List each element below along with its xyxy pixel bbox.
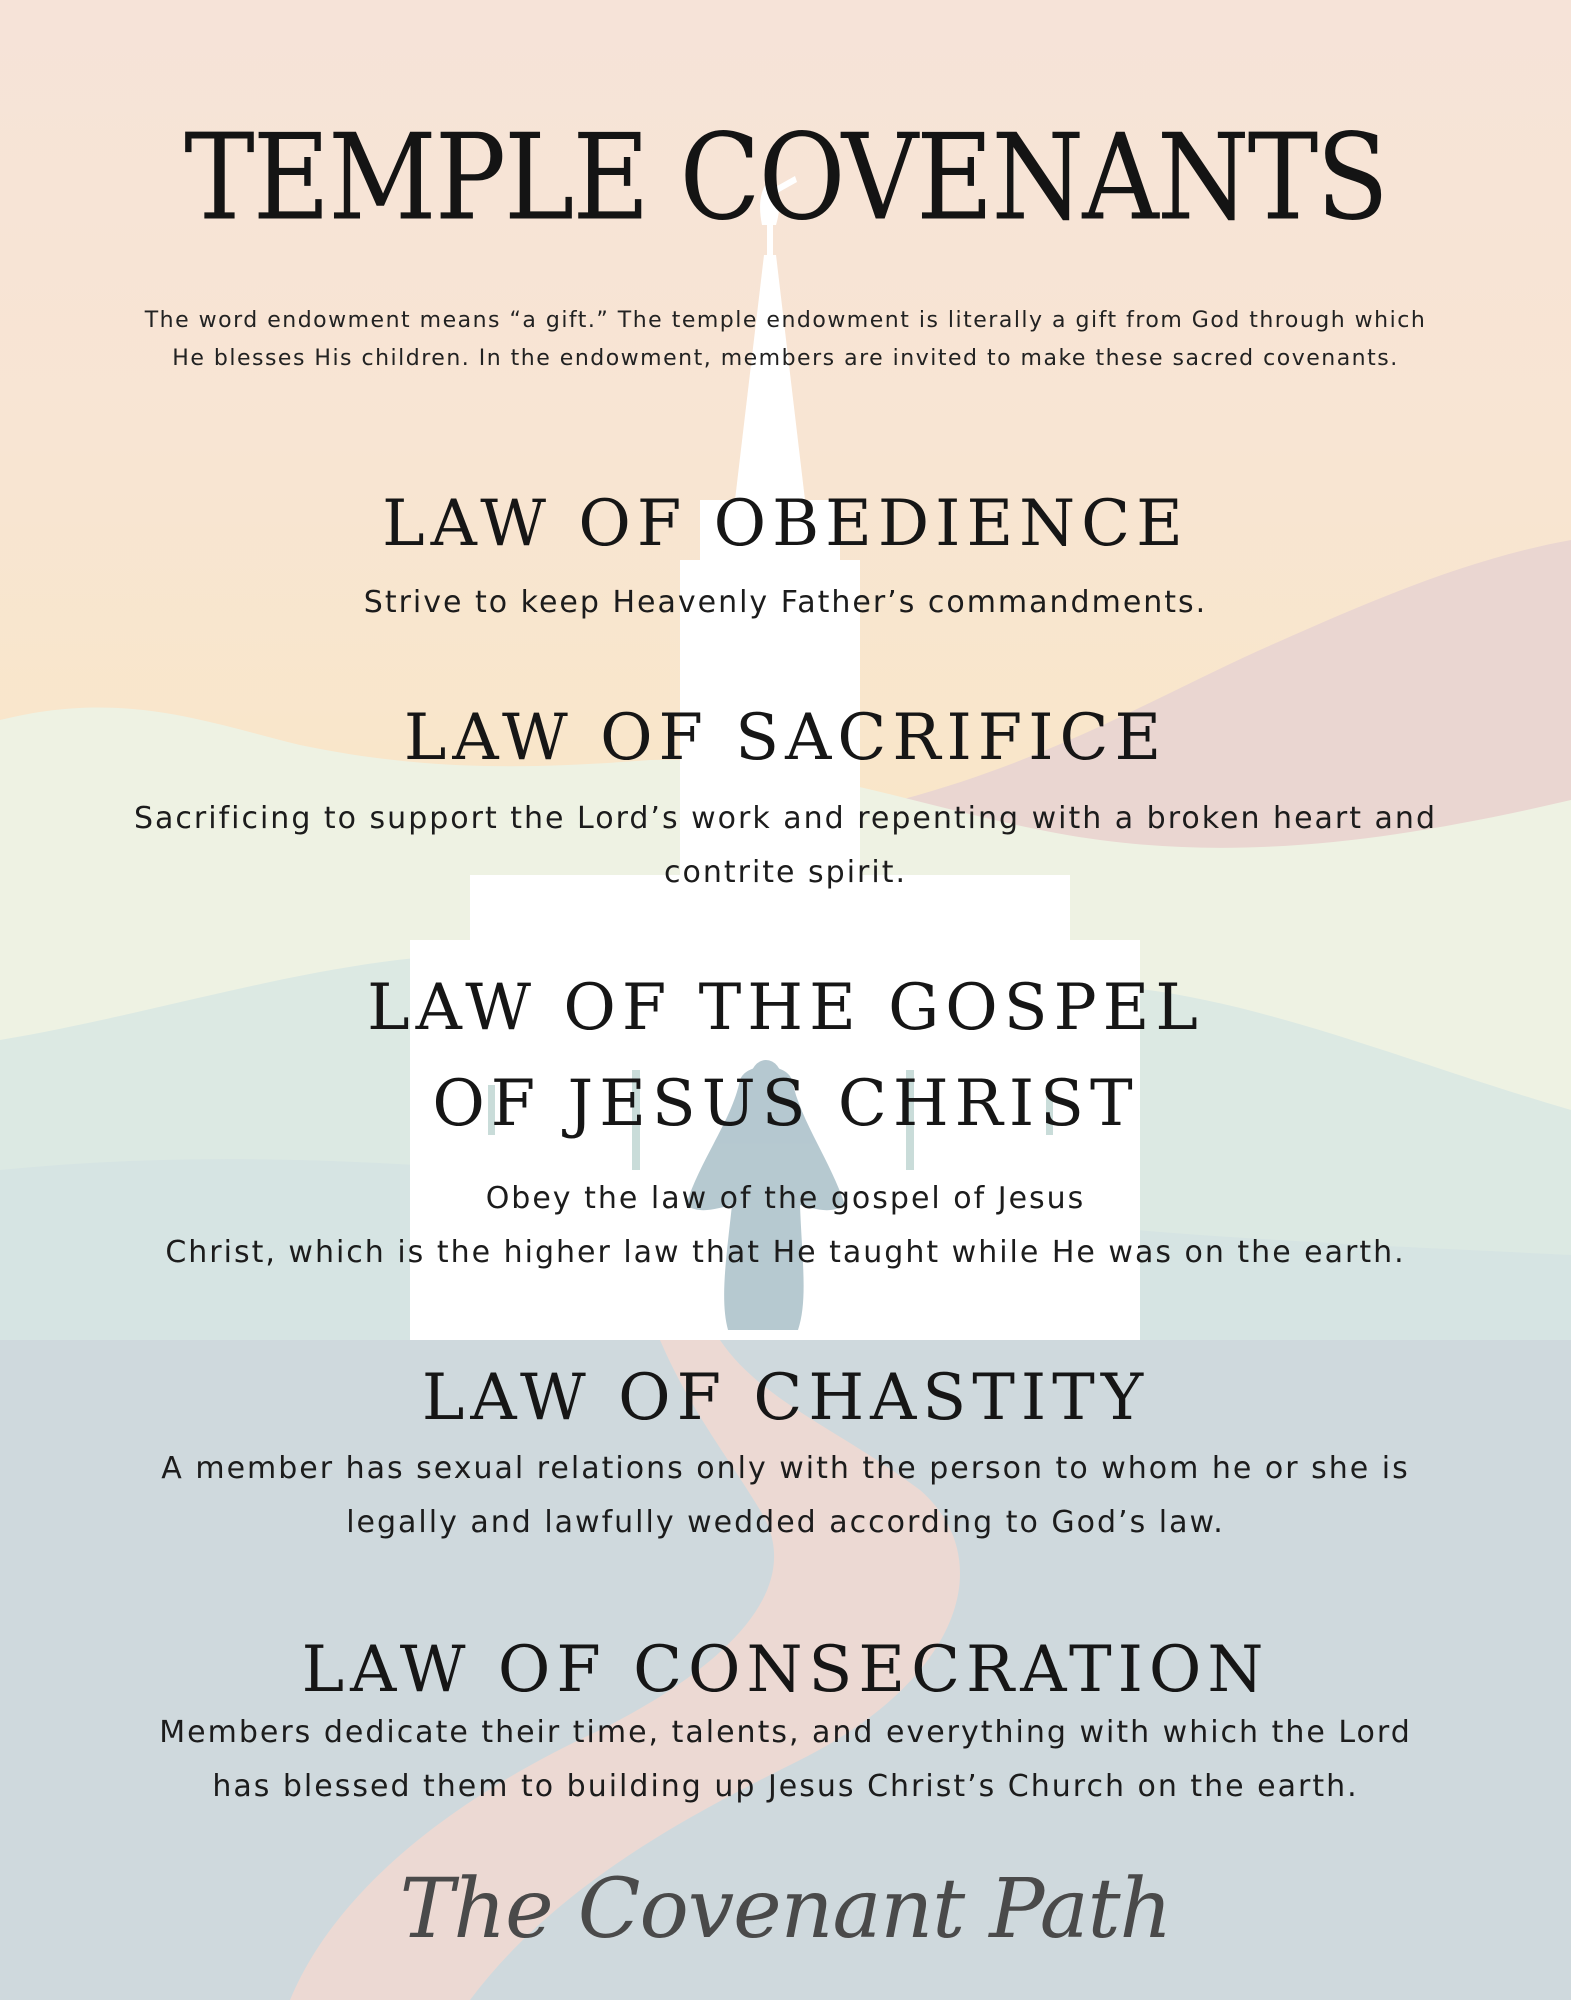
law-heading-gospel: LAW OF THE GOSPEL OF JESUS CHRIST	[367, 971, 1204, 1141]
poster-title: TEMPLE COVENANTS	[184, 108, 1387, 247]
law-text-chastity: A member has sexual relations only with the person to whom he or she is legally and lawfully wedded according to God’s law.	[161, 1451, 1410, 1540]
law-text-obedience: Strive to keep Heavenly Father’s commandments.	[363, 585, 1208, 620]
law-text-gospel-line-1: Obey the law of the gospel of Jesus	[485, 1181, 1086, 1216]
law-heading-consecration: LAW OF CONSECRATION	[301, 1633, 1270, 1707]
law-text-gospel-line-2: Christ, which is the higher law that He taught while He was on the earth.	[165, 1235, 1406, 1270]
law-heading-sacrifice: LAW OF SACRIFICE	[403, 701, 1168, 775]
law-heading-chastity: LAW OF CHASTITY	[421, 1361, 1150, 1435]
intro-paragraph: The word endowment means “a gift.” The temple endowment is literally a gift from God through which He blesses His children. In the endowment, members are invited to make these sacred covenants.	[144, 308, 1427, 371]
law-text-sacrifice: Sacrificing to support the Lord’s work and repenting with a broken heart and contrite spirit.	[133, 801, 1437, 890]
law-text-consecration: Members dedicate their time, talents, and everything with which the Lord has blessed them to building up Jesus Christ’s Church on the earth.	[159, 1715, 1412, 1804]
law-heading-obedience: LAW OF OBEDIENCE	[382, 487, 1189, 561]
signature-logo: The Covenant Path	[399, 1862, 1172, 1957]
